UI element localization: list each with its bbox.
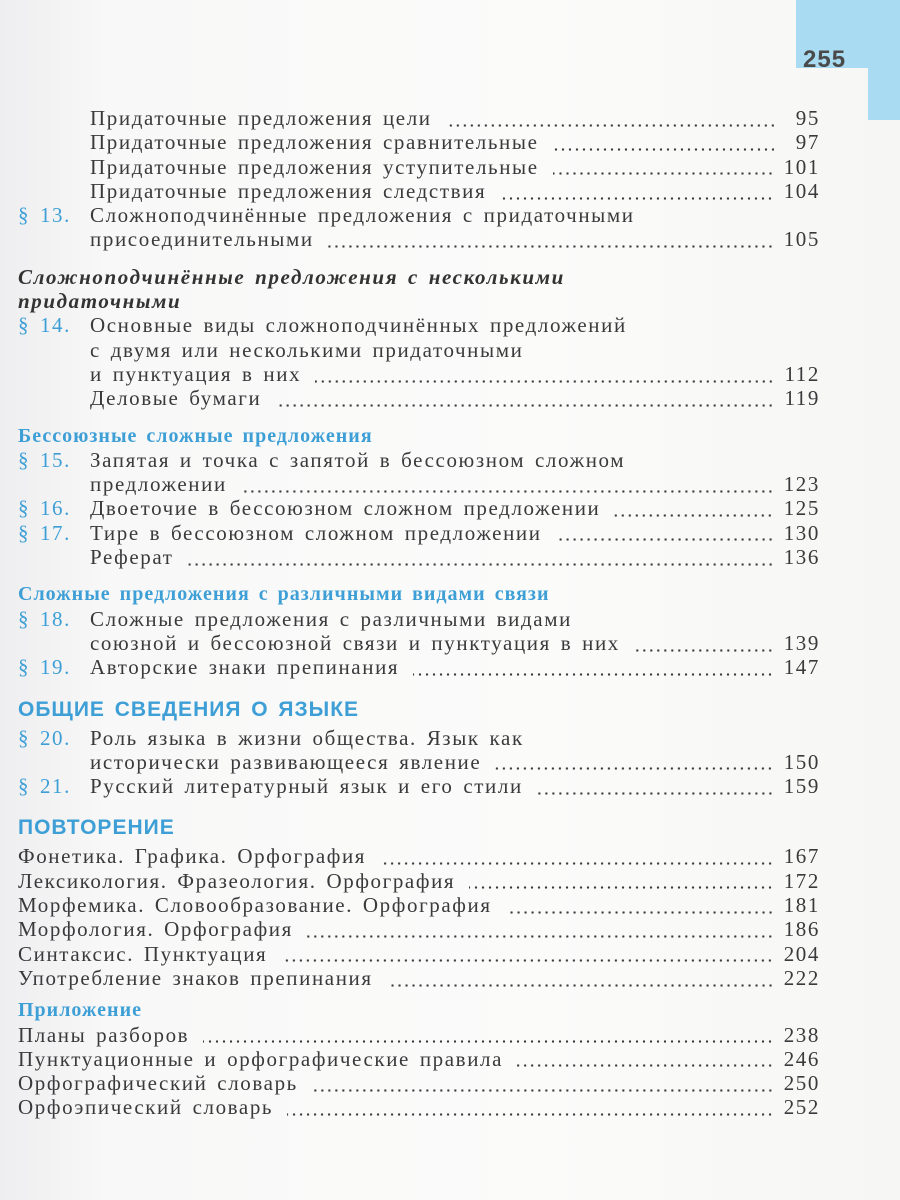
toc-entry-line <box>18 774 820 798</box>
section-heading <box>18 424 820 448</box>
dot-leader <box>328 245 774 248</box>
entry-page-number[interactable]: 204 <box>783 941 820 966</box>
dot-leader <box>506 911 774 914</box>
toc-entry-line <box>18 966 820 990</box>
entry-title[interactable]: Придаточные предложения следствия <box>90 178 487 203</box>
toc-entry[interactable] <box>18 155 820 179</box>
toc-entry-line <box>18 869 820 893</box>
toc-entry-line <box>18 496 820 520</box>
toc-entry[interactable] <box>18 313 820 386</box>
entry-title[interactable]: Придаточные предложения уступительные <box>90 154 539 179</box>
toc-entry-line <box>18 155 820 179</box>
toc-entry-line <box>18 362 820 386</box>
entry-page-number[interactable]: 159 <box>783 774 820 799</box>
toc-entry-line <box>18 655 820 679</box>
toc-entry[interactable] <box>18 942 820 966</box>
toc-entry-line <box>18 750 820 774</box>
dot-leader <box>446 124 776 127</box>
entry-title[interactable]: Роль языка в жизни общества. Язык как <box>90 725 524 750</box>
entry-page-number[interactable]: 104 <box>783 178 820 203</box>
toc-entry-line <box>18 607 820 631</box>
entry-page-number[interactable]: 181 <box>783 893 820 918</box>
entry-page-number[interactable]: 147 <box>783 655 820 680</box>
toc-entry-line <box>18 917 820 941</box>
entry-page-number[interactable]: 136 <box>783 545 820 570</box>
heading-line: ПОВТОРЕНИЕ <box>18 816 175 840</box>
entry-page-number[interactable]: 139 <box>783 630 820 655</box>
entry-title[interactable]: Запятая и точка с запятой в бессоюзном сложном <box>90 447 626 472</box>
page-corner-tab-strip <box>868 0 900 120</box>
toc-entry[interactable] <box>18 774 820 798</box>
entry-title[interactable]: Лексикология. Фразеология. Орфография <box>18 868 456 893</box>
entry-page-number[interactable]: 150 <box>783 749 820 774</box>
toc-entry[interactable] <box>18 179 820 203</box>
toc-entry-line <box>18 1023 820 1047</box>
entry-page-number[interactable]: 222 <box>783 965 820 990</box>
toc-entry[interactable] <box>18 1071 820 1095</box>
toc-entry[interactable] <box>18 1023 820 1047</box>
toc-entry[interactable] <box>18 1047 820 1071</box>
entry-title[interactable]: Орфоэпический словарь <box>18 1095 274 1120</box>
dot-leader <box>188 563 774 566</box>
section-number: § 21. <box>18 774 71 799</box>
toc-entry[interactable] <box>18 607 820 656</box>
toc-entry[interactable] <box>18 655 820 679</box>
entry-page-number[interactable]: 97 <box>795 130 820 155</box>
entry-title[interactable]: Морфемика. Словообразование. Орфография <box>18 893 492 918</box>
section-number: § 14. <box>18 313 71 338</box>
dot-leader <box>553 172 774 175</box>
dot-leader <box>307 935 774 938</box>
entry-page-number[interactable]: 172 <box>783 868 820 893</box>
section-heading <box>18 698 820 726</box>
entry-title[interactable]: с двумя или несколькими придаточными <box>90 337 524 362</box>
entry-title[interactable]: присоединительными <box>90 227 314 252</box>
entry-title[interactable]: Морфология. Орфография <box>18 917 293 942</box>
entry-title[interactable]: Двоеточие в бессоюзном сложном предложении <box>90 496 601 521</box>
entry-page-number[interactable]: 101 <box>783 154 820 179</box>
dot-leader <box>203 1040 774 1043</box>
entry-title[interactable]: Придаточные предложения цели <box>90 106 432 130</box>
toc-entry[interactable] <box>18 966 820 990</box>
heading-line: ОБЩИЕ СВЕДЕНИЯ О ЯЗЫКЕ <box>18 697 360 721</box>
toc-entry-line <box>18 545 820 569</box>
entry-page-number[interactable]: 246 <box>783 1046 820 1071</box>
dot-leader <box>517 1064 774 1067</box>
page-number: 255 <box>803 46 847 73</box>
dot-leader <box>380 862 774 865</box>
entry-title[interactable]: предложении <box>90 472 227 497</box>
section-number: § 18. <box>18 606 71 631</box>
entry-title[interactable]: Сложноподчинённые предложения с придаточными <box>90 203 635 228</box>
toc-entry-line <box>18 844 820 868</box>
entry-title[interactable]: Русский литературный язык и его стили <box>90 774 523 799</box>
entry-page-number[interactable]: 186 <box>783 917 820 942</box>
toc-entry[interactable] <box>18 1095 820 1119</box>
heading-line: Сложноподчинённые предложения с несколькими <box>18 264 565 289</box>
toc-entry-line <box>18 1095 820 1119</box>
entry-title[interactable]: Синтаксис. Пунктуация <box>18 941 268 966</box>
dot-leader <box>537 792 774 795</box>
heading-line: Сложные предложения с различными видами связи <box>18 583 550 606</box>
entry-title[interactable]: Придаточные предложения сравнительные <box>90 130 539 155</box>
toc-entry[interactable] <box>18 386 820 410</box>
section-number: § 19. <box>18 655 71 680</box>
section-number: § 15. <box>18 447 71 472</box>
entry-title[interactable]: Сложные предложения с различными видами <box>90 606 572 631</box>
toc-entry[interactable] <box>18 869 820 893</box>
section-heading <box>18 582 820 606</box>
toc-entry-line <box>18 521 820 545</box>
dot-leader <box>556 538 774 541</box>
toc-entry-line <box>18 472 820 496</box>
entry-title[interactable]: Фонетика. Графика. Орфография <box>18 844 367 869</box>
toc-entry[interactable] <box>18 844 820 868</box>
entry-page-number[interactable]: 105 <box>783 227 820 252</box>
dot-leader <box>634 649 774 652</box>
heading-line: придаточными <box>18 289 182 314</box>
toc-entry[interactable] <box>18 130 820 154</box>
toc-entry[interactable] <box>18 448 820 497</box>
dot-leader <box>413 673 774 676</box>
toc-entry-line <box>18 386 820 410</box>
section-number: § 16. <box>18 496 71 521</box>
entry-page-number[interactable]: 130 <box>783 520 820 545</box>
entry-page-number[interactable]: 123 <box>783 472 820 497</box>
section-number: § 20. <box>18 725 71 750</box>
dot-leader <box>281 959 773 962</box>
entry-title[interactable]: Употребление знаков препинания <box>18 965 373 990</box>
toc-entry-line <box>18 203 820 227</box>
toc-entry-line <box>18 106 820 130</box>
section-heading <box>18 816 820 844</box>
toc-entry-line <box>18 227 820 251</box>
heading-line: Бессоюзные сложные предложения <box>18 424 373 447</box>
entry-title[interactable]: Реферат <box>90 545 174 570</box>
entry-page-number[interactable]: 250 <box>783 1071 820 1096</box>
toc-entry[interactable] <box>18 203 820 252</box>
toc-entry-line <box>18 726 820 750</box>
entry-title[interactable]: Пунктуационные и орфографические правила <box>18 1046 504 1071</box>
entry-title[interactable]: Основные виды сложноподчинённых предложений <box>90 313 627 338</box>
entry-page-number[interactable]: 167 <box>783 844 820 869</box>
dot-leader <box>387 984 774 987</box>
dot-leader <box>241 490 774 493</box>
entry-page-number[interactable]: 112 <box>784 361 820 386</box>
toc-entry[interactable] <box>18 917 820 941</box>
dot-leader <box>614 514 773 517</box>
section-heading <box>18 998 820 1022</box>
entry-title[interactable]: и пунктуация в них <box>90 361 302 386</box>
toc-entry-line <box>18 1071 820 1095</box>
entry-title[interactable]: Деловые бумаги <box>90 386 262 411</box>
toc-entry[interactable] <box>18 106 820 130</box>
toc-entry-line <box>18 631 820 655</box>
toc-entry-line <box>18 1047 820 1071</box>
section-number: § 17. <box>18 520 71 545</box>
dot-leader <box>312 1089 774 1092</box>
toc-entry-line <box>18 313 820 337</box>
toc-entry-line <box>18 942 820 966</box>
dot-leader <box>495 767 773 770</box>
entry-title[interactable]: Орфографический словарь <box>18 1071 298 1096</box>
entry-page-number[interactable]: 119 <box>784 386 820 411</box>
dot-leader <box>469 886 774 889</box>
toc-entry[interactable] <box>18 893 820 917</box>
entry-title[interactable]: Авторские знаки препинания <box>90 655 400 680</box>
heading-line: Приложение <box>18 999 142 1022</box>
entry-page-number[interactable]: 252 <box>783 1095 820 1120</box>
toc-entry-line <box>18 893 820 917</box>
dot-leader <box>275 404 774 407</box>
toc-entry[interactable] <box>18 726 820 775</box>
toc-entry-line <box>18 179 820 203</box>
entry-page-number[interactable]: 238 <box>783 1022 820 1047</box>
dot-leader <box>553 148 776 151</box>
dot-leader <box>287 1113 774 1116</box>
toc-entry-line <box>18 448 820 472</box>
toc-entry-line <box>18 130 820 154</box>
toc-entry-line <box>18 338 820 362</box>
entry-title[interactable]: Планы разборов <box>18 1022 190 1047</box>
entry-page-number[interactable]: 95 <box>795 106 820 130</box>
toc-entry[interactable] <box>18 545 820 569</box>
entry-page-number[interactable]: 125 <box>783 496 820 521</box>
entry-title[interactable]: Тире в бессоюзном сложном предложении <box>90 520 542 545</box>
dot-leader <box>315 380 774 383</box>
table-of-contents <box>18 106 820 1120</box>
toc-entry[interactable] <box>18 521 820 545</box>
section-heading <box>18 265 820 314</box>
dot-leader <box>500 197 773 200</box>
section-number: § 13. <box>18 203 71 228</box>
entry-title[interactable]: исторически развивающееся явление <box>90 749 482 774</box>
toc-entry[interactable] <box>18 496 820 520</box>
entry-title[interactable]: союзной и бессоюзной связи и пунктуация в них <box>90 630 620 655</box>
